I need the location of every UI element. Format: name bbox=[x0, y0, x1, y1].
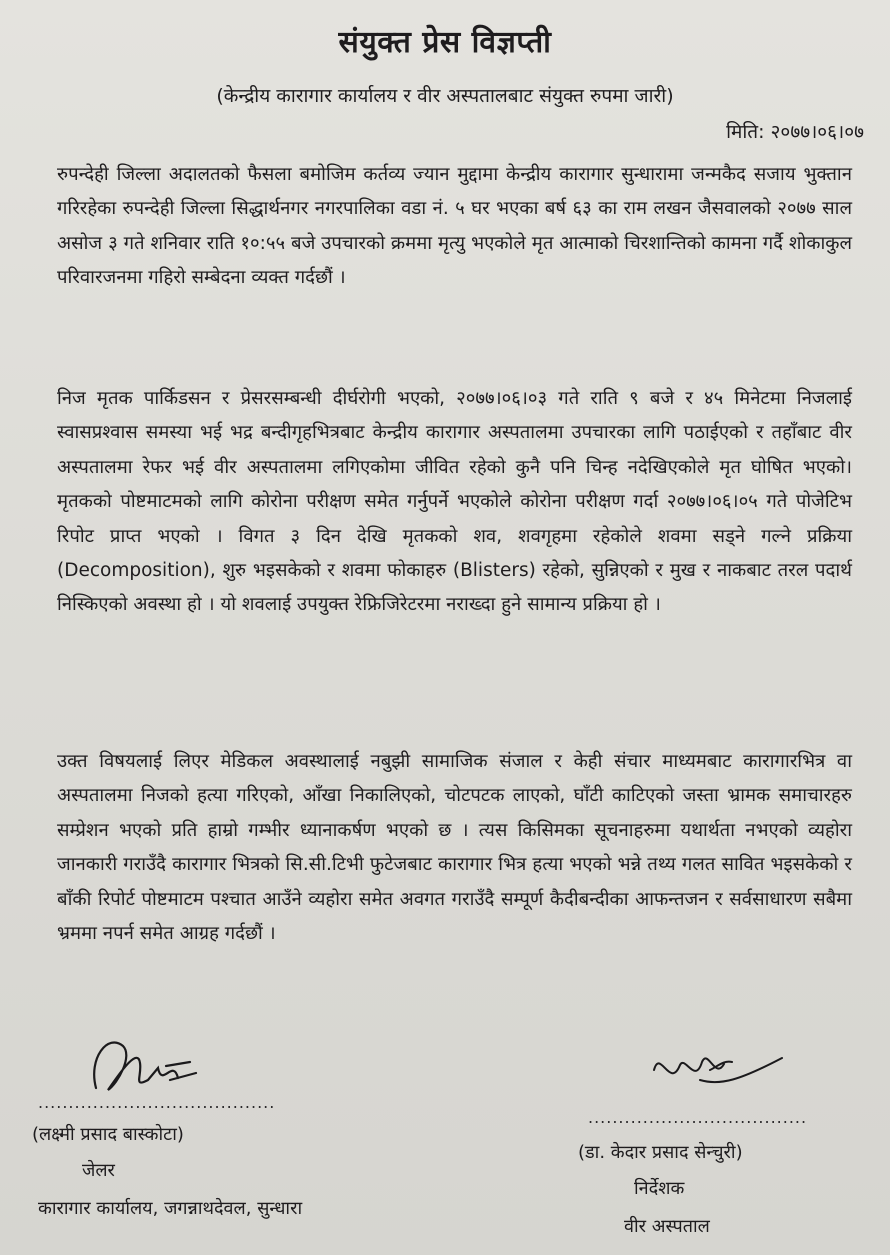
paragraph-medical-details: निज मृतक पार्किडसन र प्रेसरसम्बन्धी दीर्घरोगी भएको, २०७७।०६।०३ गते राति ९ बजे र ४५ मिनेटमा निजलाई स्वासप्रश्वास समस्या भई भद्र बन्दीगृहभित्रबाट केन्द्रीय कारागार अस्पतालमा उपचारका लागि पठाईएको र तहाँबाट वीर अस्पतालमा रेफर भई वीर अस्पतालमा लगिएकोमा जीवित रहेको कुनै पनि चिन्ह नदेखिएकोले मृत घोषित भएको। मृतकको पोष्टमाटमको लागि कोरोना परीक्षण समेत गर्नुपर्ने भएकोले कोरोना परीक्षण गर्दा २०७७।०६।०५ गते पोजेटिभ रिपोट प्राप्त भएको । विगत ३ दिन देखि मृतकको शव, शवगृहमा रहेकोले शवमा सड्ने गल्ने प्रक्रिया (Decomposition), शुरु भइसकेको र शवमा फोकाहरु (Blisters) रहेको, सुन्निएको र मुख र नाकबाट तरल पदार्थ निस्किएको अवस्था हो । यो शवलाई उपयुक्त रेफ्रिजिरेटरमा नराख्दा हुने सामान्य प्रक्रिया हो । bbox=[57, 388, 852, 616]
director-designation: निर्देशक bbox=[634, 1178, 685, 1199]
document-subtitle: (केन्द्रीय कारागार कार्यालय र वीर अस्पतालबाट संयुक्त रुपमा जारी) bbox=[216, 85, 674, 107]
paragraph-clarification: उक्त विषयलाई लिएर मेडिकल अवस्थालाई नबुझी सामाजिक संजाल र केही संचार माध्यमबाट कारागारभित्र वा अस्पतालमा निजको हत्या गरिएको, आँखा निकालिएको, चोटपटक लाएको, घाँटी काटिएको जस्ता भ्रामक समाचारहरु सम्प्रेशन भएको प्रति हाम्रो गम्भीर ध्यानाकर्षण भएको छ । त्यस किसिमका सूचनाहरुमा यथार्थता नभएको व्यहोरा जानकारी गराउँदै कारागार भित्रको सि.सी.टिभी फुटेजबाट कारागार भित्र हत्या भएको भन्ने तथ्य गलत सावित भइसकेको र बाँकी रिपोर्ट पोष्टमाटम पश्चात आउँने व्यहोरा समेत अवगत गराउँदै सम्पूर्ण कैदीबन्दीका आफन्तजन र सर्वसाधारण सबैमा भ्रममा नपर्न समेत आग्रह गर्दछौं । bbox=[57, 751, 852, 945]
document-title: संयुक्त प्रेस विज्ञप्ती bbox=[338, 25, 552, 60]
jailer-designation: जेलर bbox=[82, 1160, 115, 1181]
jailer-office: कारागार कार्यालय, जगन्नाथदेवल, सुन्धारा bbox=[38, 1198, 303, 1219]
paragraph-condolence: रुपन्देही जिल्ला अदालतको फैसला बमोजिम कर्तव्य ज्यान मुद्दामा केन्द्रीय कारागार सुन्धारामा जन्मकैद सजाय भुक्तान गरिरहेका रुपन्देही जिल्ला सिद्धार्थनगर नगरपालिका वडा नं. ५ घर भएका बर्ष ६३ का राम लखन जैसवालको २०७७ साल असोज ३ गते शनिवार राति १०:५५ बजे उपचारको क्रममा मृत्यु भएकोले मृत आत्माको चिरशान्तिको कामना गर्दै शोकाकुल परिवारजनमा गहिरो सम्बेदना व्यक्त गर्दछौं । bbox=[57, 164, 852, 289]
jailer-name: (लक्ष्मी प्रसाद बास्कोटा) bbox=[32, 1124, 184, 1145]
director-office: वीर अस्पताल bbox=[624, 1216, 710, 1237]
director-dotted-line: .................................... bbox=[588, 1108, 808, 1127]
jailer-dotted-line: ....................................... bbox=[38, 1093, 276, 1112]
director-name: (डा. केदार प्रसाद सेन्चुरी) bbox=[578, 1142, 743, 1163]
director-signature bbox=[640, 1040, 790, 1110]
document-date: मिति: २०७७।०६।०७ bbox=[726, 121, 864, 143]
